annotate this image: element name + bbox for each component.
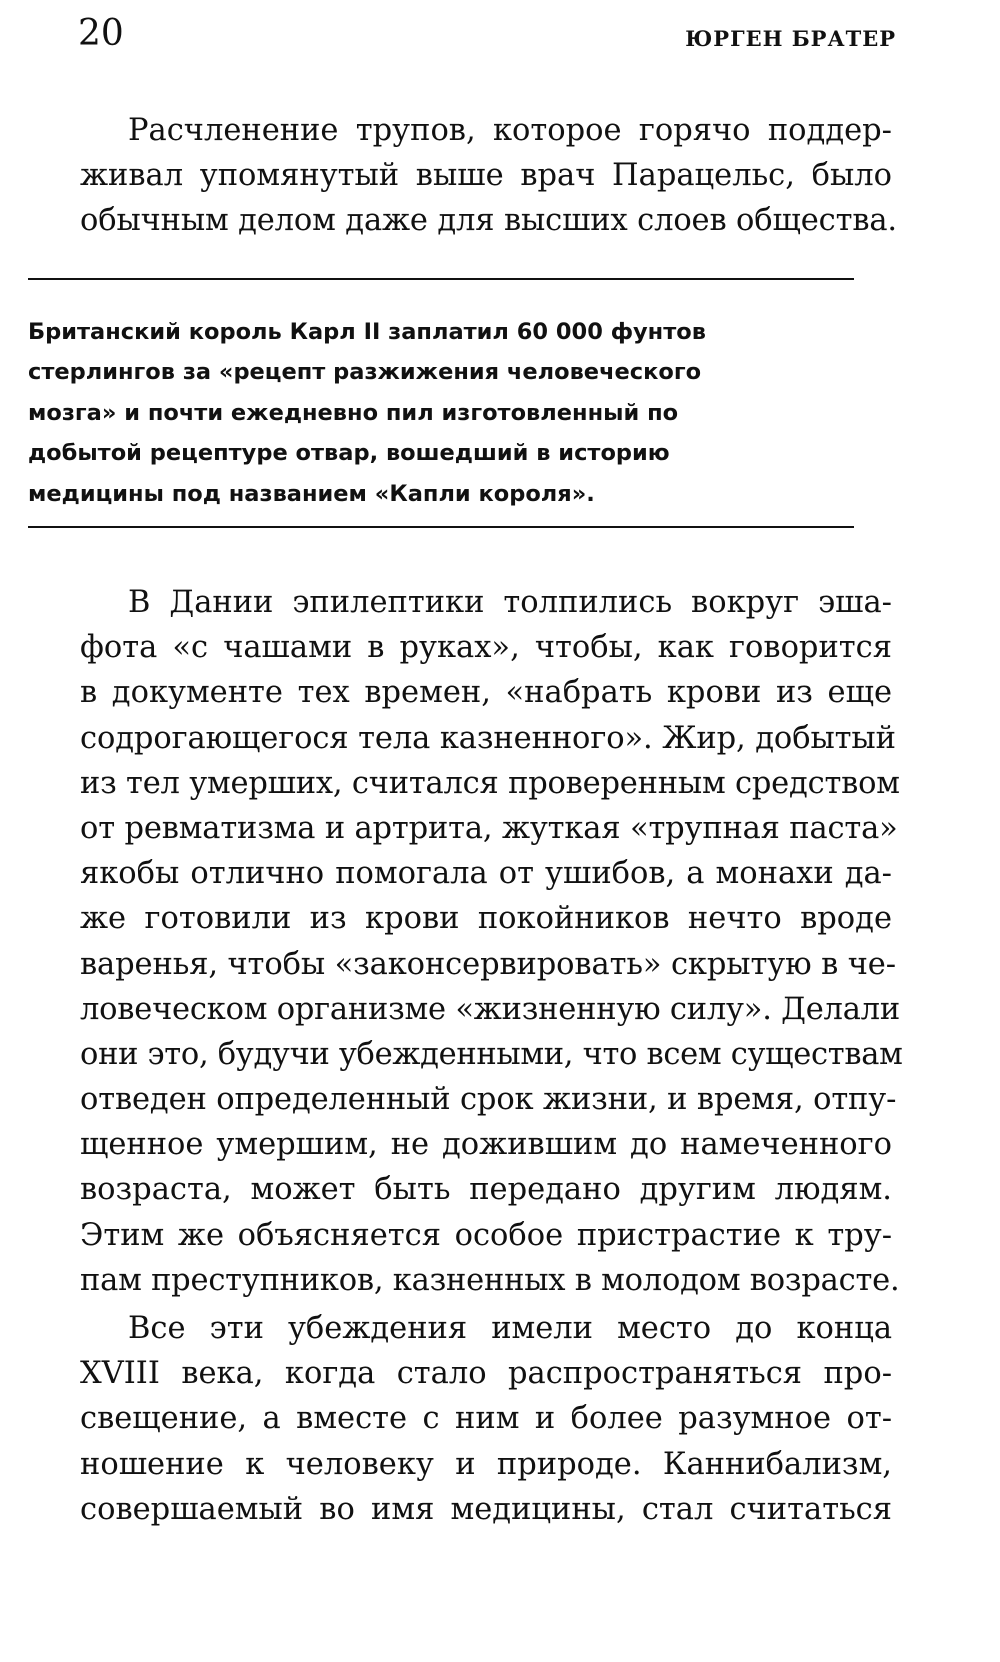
paragraph-18th-century — [80, 1306, 892, 1532]
sidebar-line: стерлингов за «рецепт разжижения человеческого — [28, 359, 702, 386]
text-line: пам преступников, казненных в молодом возрасте. — [80, 1262, 900, 1298]
text-line: совершаемый во имя медицины, стал считаться — [80, 1491, 892, 1527]
text-line: Все эти убеждения имели место до конца — [128, 1311, 892, 1346]
running-head-author: ЮРГЕН БРАТЕР — [685, 26, 896, 51]
text-line: возраста, может быть передано другим людям. — [80, 1172, 892, 1208]
sidebar-bottom-rule — [28, 526, 854, 528]
sidebar-fact-box — [28, 312, 788, 514]
sidebar-top-rule — [28, 278, 854, 280]
page-number: 20 — [78, 13, 124, 54]
text-line: варенья, чтобы «законсервировать» скрытую в че- — [80, 946, 896, 982]
text-line: Расчленение трупов, которое горячо поддер- — [128, 113, 892, 148]
intro-paragraph — [80, 108, 897, 244]
sidebar-line: медицины под названием «Капли короля». — [28, 480, 595, 507]
text-line: фота «с чашами в руках», чтобы, как говорится — [80, 630, 892, 666]
text-line: от ревматизма и артрита, жуткая «трупная паста» — [80, 810, 898, 846]
text-line: свещение, а вместе с ним и более разумное от- — [80, 1401, 892, 1437]
text-line: ношение к человеку и природе. Каннибализм, — [80, 1446, 892, 1482]
text-line: в документе тех времен, «набрать крови из еще — [80, 675, 892, 711]
text-line: они это, будучи убежденными, что всем существам — [80, 1036, 903, 1072]
text-line: из тел умерших, считался проверенным средством — [80, 765, 900, 801]
text-line: щенное умершим, не дожившим до намеченного — [80, 1127, 892, 1163]
sidebar-line: Британский король Карл II заплатил 60 000 фунтов — [28, 319, 706, 345]
text-line: же готовили из крови покойников нечто вроде — [80, 901, 892, 937]
sidebar-line: добытой рецептуре отвар, вошедший в историю — [28, 440, 670, 467]
text-line: содрогающегося тела казненного». Жир, добытый — [80, 720, 896, 756]
text-line: ловеческом организме «жизненную силу». Делали — [80, 991, 900, 1027]
text-line: живал упомянутый выше врач Парацельс, было — [80, 158, 892, 194]
text-line: якобы отлично помогала от ушибов, а монахи да- — [80, 856, 892, 892]
sidebar-line: мозга» и почти ежедневно пил изготовленный по — [28, 399, 679, 426]
text-line: В Дании эпилептики толпились вокруг эша- — [128, 585, 892, 620]
text-line: XVIII века, когда стало распространяться про- — [80, 1356, 892, 1392]
text-line: обычным делом даже для высших слоев общества. — [80, 203, 897, 239]
page-header — [78, 10, 896, 60]
text-line: отведен определенный срок жизни, и время, отпу- — [80, 1082, 897, 1118]
text-line: Этим же объясняется особое пристрастие к тру- — [80, 1217, 892, 1253]
paragraph-denmark — [80, 580, 903, 1303]
